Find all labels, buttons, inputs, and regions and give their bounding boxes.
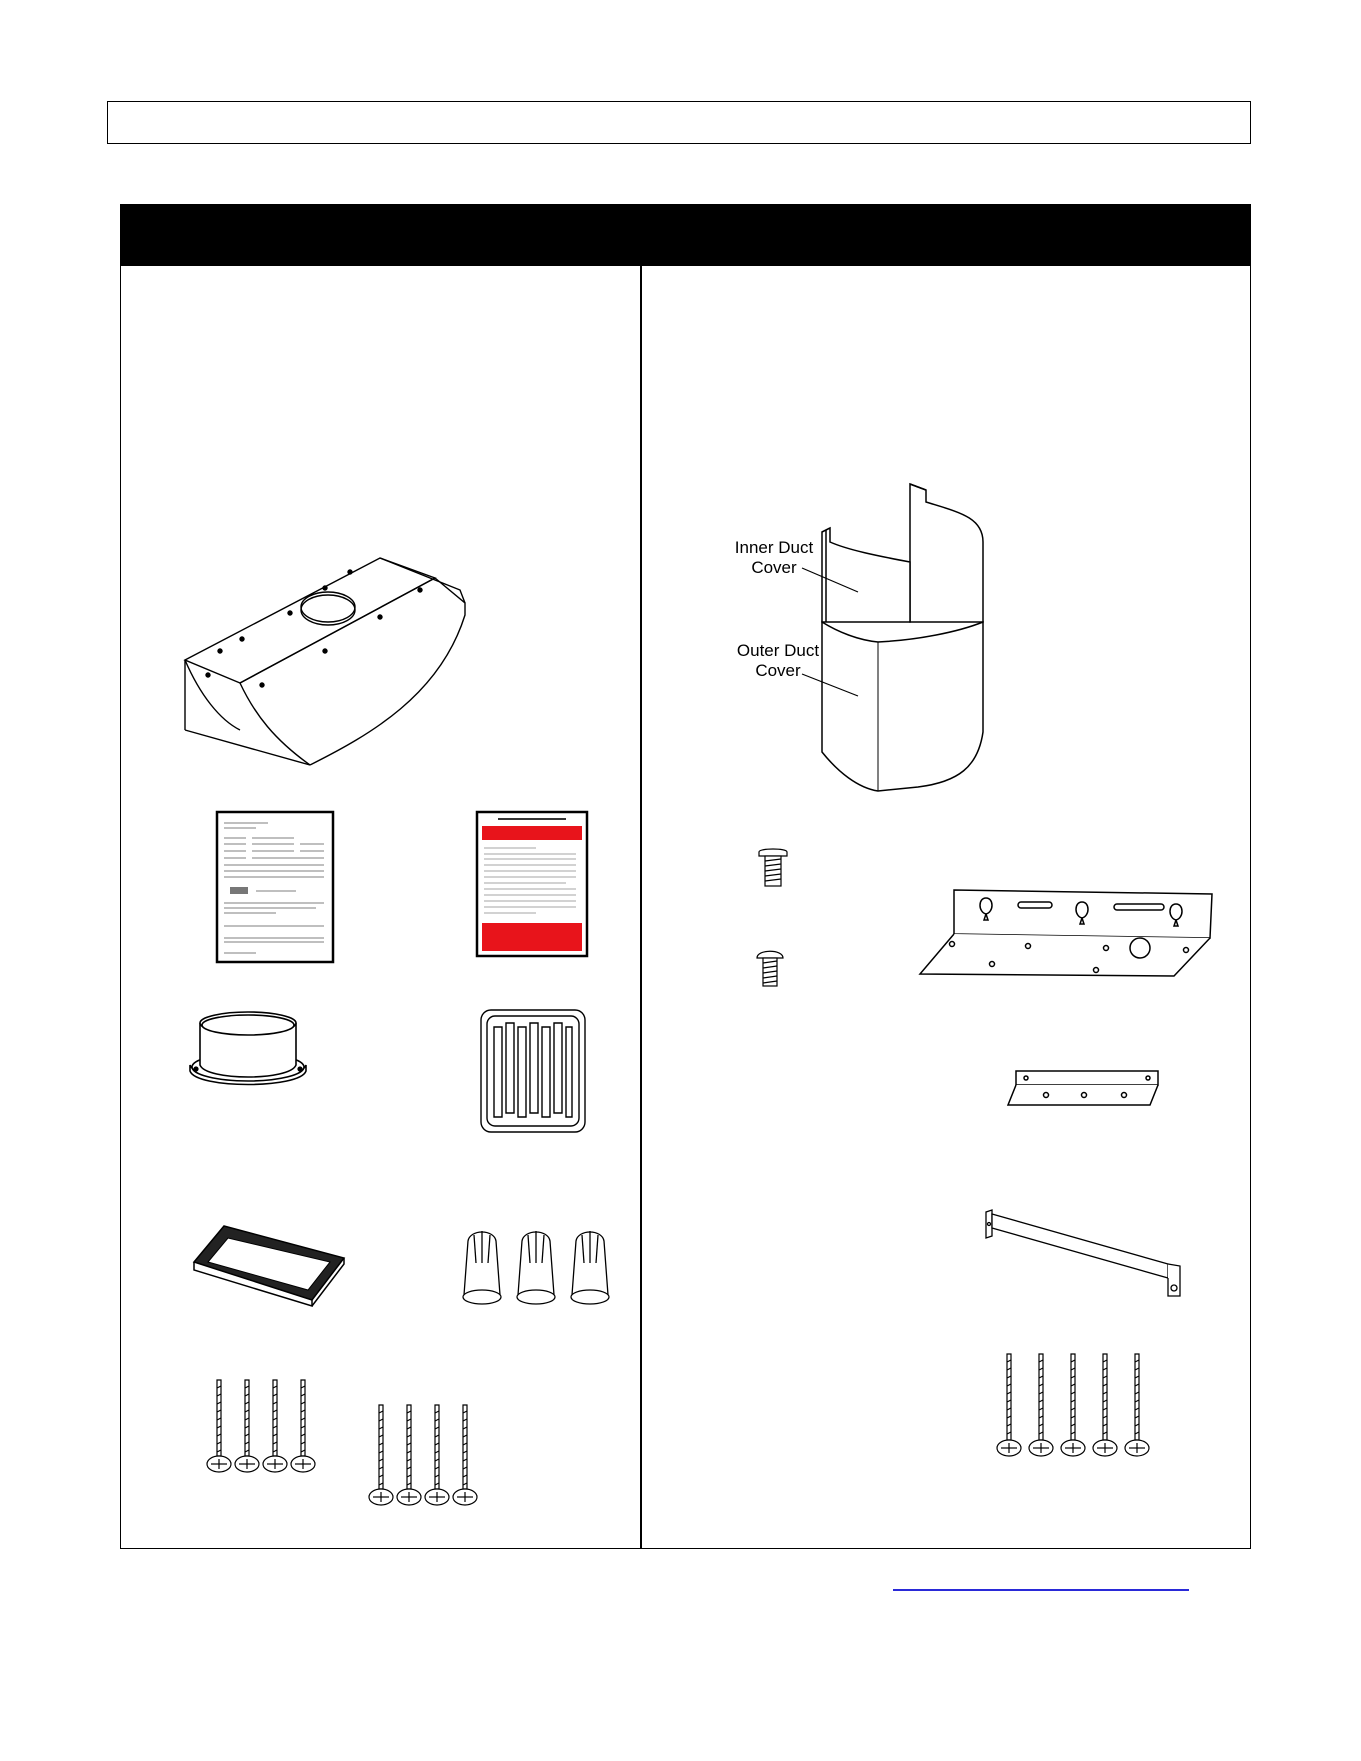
machine-screw-large-icon [758, 848, 788, 888]
wood-screws-icon [996, 1354, 1152, 1460]
inner-duct-label-line1: Inner Duct [734, 538, 814, 557]
outer-duct-label-line2: Cover [755, 661, 801, 680]
header-box [107, 101, 1251, 144]
mounting-bracket-large-icon [918, 888, 1214, 978]
filter-frame-icon [184, 1218, 352, 1306]
section-title-bar [120, 204, 1251, 266]
mounting-bracket-small-icon [1006, 1069, 1162, 1107]
grease-filter-icon [480, 1009, 586, 1133]
quick-reference-guide-icon [476, 811, 588, 957]
wire-connectors-icon [458, 1227, 616, 1307]
long-screws-icon [368, 1405, 480, 1509]
machine-screw-small-icon [756, 950, 784, 990]
manual-document-icon [216, 811, 334, 963]
column-divider [640, 266, 642, 1548]
footer-link-underline[interactable] [893, 1589, 1189, 1591]
duct-collar-icon [186, 1009, 310, 1093]
inner-duct-label-line2: Cover [751, 558, 797, 577]
range-hood-icon [180, 555, 520, 770]
duct-label-leaders [800, 560, 860, 700]
short-screws-icon [206, 1380, 318, 1476]
outer-duct-label-line1: Outer Duct [736, 641, 820, 660]
support-bar-icon [984, 1208, 1184, 1300]
